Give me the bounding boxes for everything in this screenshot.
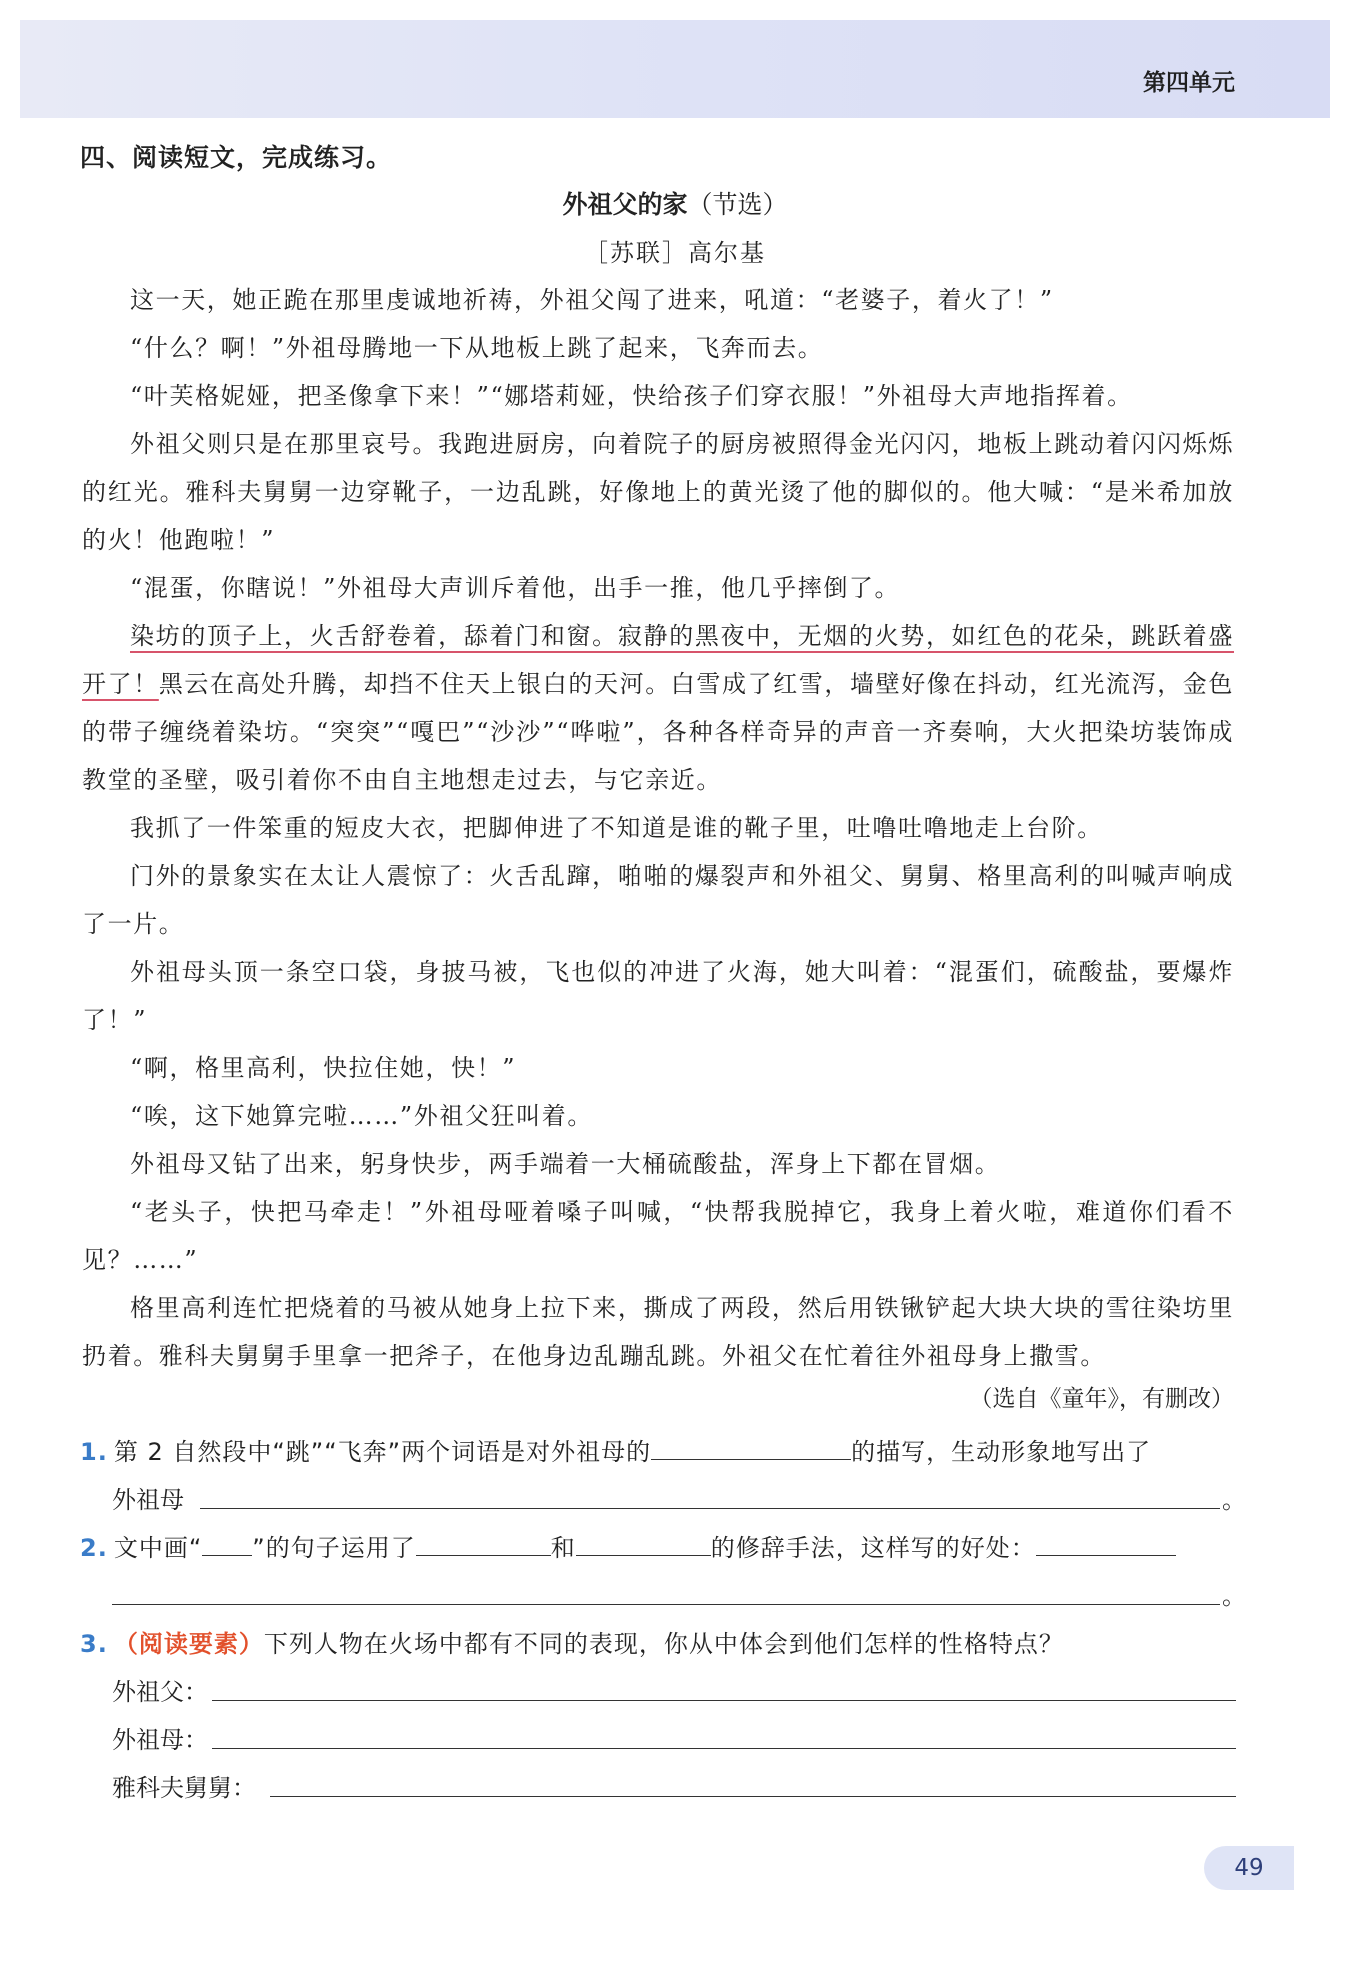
article-title (0, 185, 1350, 221)
question-1-answer-line[interactable] (200, 1508, 1220, 1509)
paragraph-1: 这一天，她正跪在那里虔诚地祈祷，外祖父闯了进来，吼道：“老婆子，着火了！” (130, 286, 1054, 314)
question-2 (80, 1528, 1176, 1563)
paragraph-4: 外祖父则只是在那里哀号。我跑进厨房，向着院子的厨房被照得金光闪闪，地板上跳动着闪闪烁烁的红光。雅科夫舅舅一边穿靴子，一边乱跳，好像地上的黄光烫了他的脚似的。他大喊：“是米希加放的火！他跑啦！” (82, 430, 1234, 554)
question-3-answer-grandfather[interactable] (212, 1700, 1236, 1701)
question-3-text: 下列人物在火场中都有不同的表现，你从中体会到他们怎样的性格特点？ (263, 1630, 1064, 1658)
paragraph-11: “唉，这下她算完啦……”外祖父狂叫着。 (130, 1102, 593, 1130)
question-3-answer-grandmother[interactable] (212, 1748, 1236, 1749)
question-2-blank-3[interactable] (1036, 1533, 1176, 1556)
question-2-text-d: 的修辞手法，这样写的好处： (710, 1534, 1036, 1562)
paragraph-6 (82, 612, 1234, 804)
question-1-blank-1[interactable] (651, 1437, 851, 1460)
question-2-blank-1[interactable] (416, 1533, 551, 1556)
paragraph-13: “老头子，快把马牵走！”外祖母哑着嗓子叫喊，“快帮我脱掉它，我身上着火啦，难道你们看不见？……” (82, 1198, 1234, 1274)
section-title: 四、阅读短文，完成练习。 (80, 143, 393, 172)
question-2-blank-2[interactable] (576, 1533, 711, 1556)
question-1-number: 1. (80, 1438, 108, 1466)
article-title-note: （节选） (687, 190, 788, 219)
question-2-text-a: 文中画“ (113, 1534, 203, 1562)
question-1-text-c: 外祖母 (112, 1486, 184, 1514)
paragraph-14: 格里高利连忙把烧着的马被从她身上拉下来，撕成了两段，然后用铁锹铲起大块大块的雪往染坊里扔着。雅科夫舅舅手里拿一把斧子，在他身边乱蹦乱跳。外祖父在忙着往外祖母身上撒雪。 (82, 1294, 1234, 1370)
question-3-label-uncle: 雅科夫舅舅： (112, 1774, 256, 1802)
question-2-number: 2. (80, 1534, 108, 1562)
question-3-tag: （阅读要素） (113, 1630, 264, 1658)
paragraph-6-rest: 黑云在高处升腾，却挡不住天上银白的天河。白雪成了红雪，墙壁好像在抖动，红光流泻，金色的带子缠绕着染坊。“突突”“嘎巴”“沙沙”“哗啦”，各种各样奇异的声音一齐奏响，大火把染坊装饰成教堂的圣壁，吸引着你不由自主地想走过去，与它亲近。 (82, 670, 1235, 794)
question-3-label-grandfather: 外祖父： (112, 1678, 208, 1706)
paragraph-8: 门外的景象实在太让人震惊了：火舌乱蹿，啪啪的爆裂声和外祖父、舅舅、格里高利的叫喊声响成了一片。 (82, 862, 1234, 938)
article-title-main: 外祖父的家 (562, 190, 688, 219)
header-band (20, 20, 1330, 118)
question-2-line-sample (202, 1533, 252, 1556)
underlined-sentence: 染坊的顶子上，火舌舒卷着，舔着门和窗。寂静的黑夜中，无烟的火势，如红色的花朵，跳跃着盛开了！ (82, 622, 1234, 698)
paragraph-9: 外祖母头顶一条空口袋，身披马被，飞也似的冲进了火海，她大叫着：“混蛋们，硫酸盐，要爆炸了！” (82, 958, 1234, 1034)
unit-label: 第四单元 (1143, 70, 1235, 96)
paragraph-3: “叶芙格妮娅，把圣像拿下来！”“娜塔莉娅，快给孩子们穿衣服！”外祖母大声地指挥着。 (130, 382, 1133, 410)
question-1-end: 。 (1222, 1486, 1246, 1514)
question-1-text-a: 第 2 自然段中“跳”“飞奔”两个词语是对外祖母的 (113, 1438, 652, 1466)
question-1 (80, 1432, 1151, 1467)
article-source: （选自《童年》，有删改） (969, 1386, 1234, 1412)
question-3-number: 3. (80, 1630, 108, 1658)
question-3-label-grandmother: 外祖母： (112, 1726, 208, 1754)
question-3-answer-uncle[interactable] (270, 1796, 1236, 1797)
paragraph-2: “什么？啊！”外祖母腾地一下从地板上跳了起来，飞奔而去。 (130, 334, 824, 362)
page-number: 49 (1204, 1846, 1294, 1890)
question-2-text-c: 和 (550, 1534, 576, 1562)
paragraph-5: “混蛋，你瞎说！”外祖母大声训斥着他，出手一推，他几乎摔倒了。 (130, 574, 901, 602)
article-body (82, 276, 1234, 1380)
question-2-text-b: ”的句子运用了 (252, 1534, 416, 1562)
question-3 (80, 1624, 1064, 1659)
question-1-text-b: 的描写，生动形象地写出了 (851, 1438, 1152, 1466)
article-author: ［苏联］高尔基 (584, 239, 766, 267)
paragraph-10: “啊，格里高利，快拉住她，快！” (130, 1054, 517, 1082)
paragraph-7: 我抓了一件笨重的短皮大衣，把脚伸进了不知道是谁的靴子里，吐噜吐噜地走上台阶。 (130, 814, 1103, 842)
paragraph-12: 外祖母又钻了出来，躬身快步，两手端着一大桶硫酸盐，浑身上下都在冒烟。 (130, 1150, 1001, 1178)
question-2-end: 。 (1222, 1582, 1246, 1610)
question-2-answer-line[interactable] (112, 1604, 1220, 1605)
